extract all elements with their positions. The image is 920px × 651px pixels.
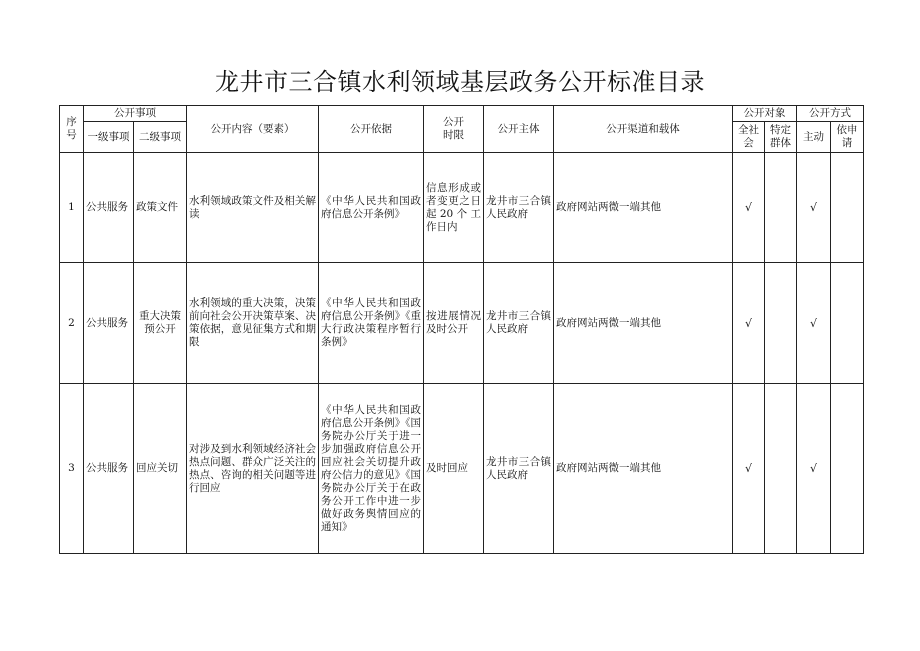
document-title: 龙井市三合镇水利领域基层政务公开标准目录 <box>215 68 705 96</box>
header-items-group: 公开事项 <box>84 106 187 122</box>
cell-audience-all: √ <box>733 153 765 263</box>
cell-channel: 政府网站两微一端其他 <box>554 263 733 384</box>
header-mode-active: 主动 <box>797 122 831 153</box>
cell-audience-specific <box>765 153 797 263</box>
cell-mode-request <box>831 153 864 263</box>
cell-level2: 重大决策预公开 <box>134 263 187 384</box>
cell-content: 水利领域政策文件及相关解读 <box>187 153 319 263</box>
cell-seq: 1 <box>60 153 84 263</box>
header-seq: 序号 <box>60 106 84 153</box>
header-content: 公开内容（要素） <box>187 106 319 153</box>
header-level1: 一级事项 <box>84 122 134 153</box>
cell-timelimit: 信息形成或者变更之日起20个工作日内 <box>424 153 484 263</box>
header-level2: 二级事项 <box>134 122 187 153</box>
cell-basis: 《中华人民共和国政府信息公开条例》《重大行政决策程序暂行条例》 <box>319 263 424 384</box>
cell-mode-active: √ <box>797 263 831 384</box>
cell-seq: 2 <box>60 263 84 384</box>
cell-mode-active: √ <box>797 153 831 263</box>
header-basis: 公开依据 <box>319 106 424 153</box>
header-timelimit: 公开时限 <box>424 106 484 153</box>
header-row-top <box>60 106 864 122</box>
header-mode-group: 公开方式 <box>797 106 864 122</box>
cell-audience-specific <box>765 263 797 384</box>
cell-level2: 回应关切 <box>134 384 187 554</box>
table-row <box>60 153 864 263</box>
cell-level2: 政策文件 <box>134 153 187 263</box>
cell-mode-request <box>831 263 864 384</box>
cell-audience-all: √ <box>733 263 765 384</box>
cell-seq: 3 <box>60 384 84 554</box>
cell-level1: 公共服务 <box>84 263 134 384</box>
cell-basis: 《中华人民共和国政府信息公开条例》 <box>319 153 424 263</box>
cell-mode-active: √ <box>797 384 831 554</box>
cell-subject: 龙井市三合镇人民政府 <box>484 384 554 554</box>
header-audience-group: 公开对象 <box>733 106 797 122</box>
cell-mode-request <box>831 384 864 554</box>
header-subject: 公开主体 <box>484 106 554 153</box>
cell-subject: 龙井市三合镇人民政府 <box>484 263 554 384</box>
cell-level1: 公共服务 <box>84 384 134 554</box>
cell-channel: 政府网站两微一端其他 <box>554 153 733 263</box>
table-row <box>60 263 864 384</box>
cell-basis: 《中华人民共和国政府信息公开条例》《国务院办公厅关于进一步加强政府信息公开回应社会关切提升政府公信力的意见》《国务院办公厅关于在政务公开工作中进一步做好政务舆情回应的通知》 <box>319 384 424 554</box>
cell-channel: 政府网站两微一端其他 <box>554 384 733 554</box>
header-audience-specific: 特定群体 <box>765 122 797 153</box>
cell-timelimit: 按进展情况及时公开 <box>424 263 484 384</box>
cell-audience-all: √ <box>733 384 765 554</box>
header-mode-request: 依申请 <box>831 122 864 153</box>
cell-subject: 龙井市三合镇人民政府 <box>484 153 554 263</box>
cell-audience-specific <box>765 384 797 554</box>
cell-content: 水利领域的重大决策，决策前向社会公开决策草案、决策依据，意见征集方式和期限 <box>187 263 319 384</box>
cell-timelimit: 及时回应 <box>424 384 484 554</box>
cell-content: 对涉及到水利领域经济社会热点问题、群众广泛关注的热点、咨询的相关问题等进行回应 <box>187 384 319 554</box>
cell-level1: 公共服务 <box>84 153 134 263</box>
header-channel: 公开渠道和载体 <box>554 106 733 153</box>
table-row <box>60 384 864 554</box>
disclosure-catalog-table <box>59 105 864 554</box>
header-audience-all: 全社会 <box>733 122 765 153</box>
